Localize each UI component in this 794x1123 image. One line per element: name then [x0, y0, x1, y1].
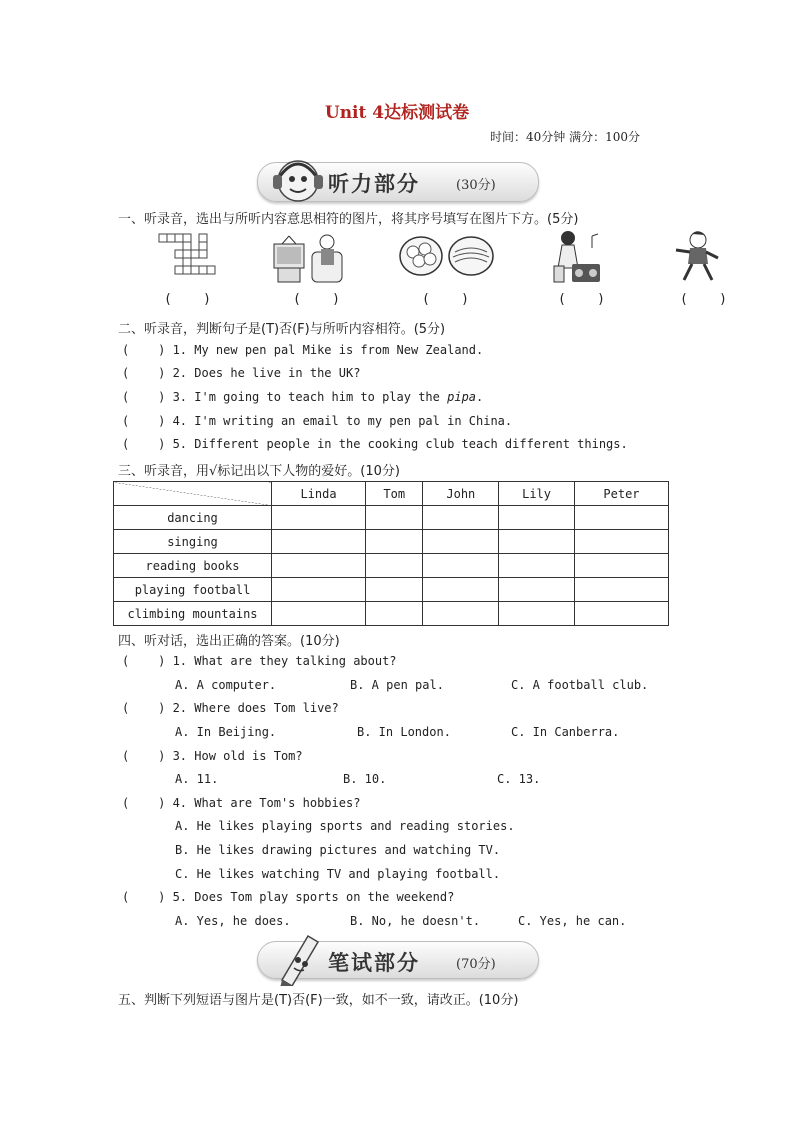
q3-option-c[interactable]: C. 13.: [497, 772, 541, 786]
writing-banner-label: 笔试部分: [328, 951, 420, 975]
table-corner-cell: [114, 482, 272, 506]
headphone-mascot-icon: [268, 153, 326, 207]
boy-kung-fu-picture: [672, 230, 722, 282]
tf-item-3[interactable]: [122, 390, 483, 404]
answer-cell[interactable]: [499, 578, 575, 602]
column-header: Lily: [499, 482, 575, 506]
tf-item-3-end: .: [476, 390, 484, 404]
q5-option-c[interactable]: C. Yes, he can.: [518, 914, 627, 928]
q3-question[interactable]: ( ) 3. How old is Tom?: [122, 749, 303, 763]
answer-cell[interactable]: [366, 602, 423, 626]
exam-meta: 时间：40分钟 满分：100分: [490, 130, 640, 144]
q3-option-b[interactable]: B. 10.: [343, 772, 387, 786]
q2-option-c[interactable]: C. In Canberra.: [511, 725, 620, 739]
q2-option-b[interactable]: B. In London.: [357, 725, 451, 739]
answer-cell[interactable]: [272, 602, 366, 626]
answer-cell[interactable]: [574, 578, 668, 602]
answer-cell[interactable]: [272, 506, 366, 530]
picture-answer-blank-3[interactable]: ( ): [422, 292, 469, 307]
answer-cell[interactable]: [574, 554, 668, 578]
tf-item-2[interactable]: ( ) 2. Does he live in the UK?: [122, 366, 361, 380]
column-header: Tom: [366, 482, 423, 506]
answer-cell[interactable]: [423, 578, 499, 602]
answer-cell[interactable]: [423, 554, 499, 578]
q2-option-a[interactable]: A. In Beijing.: [175, 725, 277, 739]
column-header: Peter: [574, 482, 668, 506]
row-header: singing: [114, 530, 272, 554]
table-row: [114, 554, 669, 578]
listening-banner-label: 听力部分: [328, 172, 420, 196]
section4-heading: 四、听对话，选出正确的答案。(10分): [118, 634, 340, 649]
table-row: [114, 506, 669, 530]
picture-answer-blank-1[interactable]: ( ): [164, 292, 211, 307]
q4-option-a[interactable]: A. He likes playing sports and reading stories.: [175, 819, 515, 833]
q4-question[interactable]: ( ) 4. What are Tom's hobbies?: [122, 796, 361, 810]
section1-heading: 一、听录音，选出与所听内容意思相符的图片，将其序号填写在图片下方。(5分): [118, 212, 579, 227]
tf-item-4[interactable]: ( ) 4. I'm writing an email to my pen pal in China.: [122, 414, 513, 428]
page-title: Unit 4达标测试卷: [324, 103, 470, 123]
answer-cell[interactable]: [499, 554, 575, 578]
tf-item-5[interactable]: ( ) 5. Different people in the cooking club teach different things.: [122, 437, 628, 451]
row-header: playing football: [114, 578, 272, 602]
hobby-table: [113, 481, 669, 626]
answer-cell[interactable]: [499, 530, 575, 554]
picture-answer-blank-5[interactable]: ( ): [680, 292, 727, 307]
picture-answer-blank-2[interactable]: ( ): [293, 292, 340, 307]
answer-cell[interactable]: [366, 506, 423, 530]
tf-item-3-text: ( ) 3. I'm going to teach him to play the: [122, 390, 440, 404]
answer-cell[interactable]: [499, 602, 575, 626]
picture-answer-blank-4[interactable]: ( ): [558, 292, 605, 307]
answer-cell[interactable]: [574, 602, 668, 626]
column-header: Linda: [272, 482, 366, 506]
table-row: [114, 530, 669, 554]
listening-banner-score: (30分): [456, 178, 496, 193]
q1-option-b[interactable]: B. A pen pal.: [350, 678, 444, 692]
answer-cell[interactable]: [423, 602, 499, 626]
listening-banner: [257, 162, 539, 202]
row-header: climbing mountains: [114, 602, 272, 626]
answer-cell[interactable]: [366, 554, 423, 578]
table-header-row: [114, 482, 669, 506]
answer-cell[interactable]: [272, 530, 366, 554]
section5-heading: 五、判断下列短语与图片是(T)否(F)一致，如不一致，请改正。(10分): [118, 993, 519, 1008]
q5-option-a[interactable]: A. Yes, he does.: [175, 914, 291, 928]
pencil-mascot-icon: [268, 932, 326, 986]
dumplings-noodles-picture: [399, 234, 495, 278]
answer-cell[interactable]: [366, 530, 423, 554]
tf-item-3-italic: pipa: [447, 390, 477, 404]
crossword-picture: [155, 230, 217, 278]
q2-question[interactable]: ( ) 2. Where does Tom live?: [122, 701, 339, 715]
girl-with-radio-picture: [552, 228, 608, 284]
answer-cell[interactable]: [574, 506, 668, 530]
tf-item-1[interactable]: ( ) 1. My new pen pal Mike is from New Zealand.: [122, 343, 484, 357]
table-row: [114, 602, 669, 626]
q3-option-a[interactable]: A. 11.: [175, 772, 219, 786]
answer-cell[interactable]: [366, 578, 423, 602]
q1-question[interactable]: ( ) 1. What are they talking about?: [122, 654, 397, 668]
section2-heading: 二、听录音，判断句子是(T)否(F)与所听内容相符。(5分): [118, 322, 446, 337]
answer-cell[interactable]: [272, 554, 366, 578]
answer-cell[interactable]: [423, 530, 499, 554]
table-row: [114, 578, 669, 602]
column-header: John: [423, 482, 499, 506]
q4-option-c[interactable]: C. He likes watching TV and playing football.: [175, 867, 501, 881]
writing-banner-score: (70分): [456, 957, 496, 972]
section3-heading: 三、听录音，用√标记出以下人物的爱好。(10分): [118, 464, 400, 479]
answer-cell[interactable]: [574, 530, 668, 554]
q1-option-c[interactable]: C. A football club.: [511, 678, 649, 692]
q5-option-b[interactable]: B. No, he doesn't.: [350, 914, 481, 928]
answer-cell[interactable]: [499, 506, 575, 530]
row-header: dancing: [114, 506, 272, 530]
row-header: reading books: [114, 554, 272, 578]
writing-banner: [257, 941, 539, 979]
answer-cell[interactable]: [423, 506, 499, 530]
q5-question[interactable]: ( ) 5. Does Tom play sports on the weekend?: [122, 890, 455, 904]
boy-watching-tv-picture: [272, 228, 344, 284]
answer-cell[interactable]: [272, 578, 366, 602]
q1-option-a[interactable]: A. A computer.: [175, 678, 277, 692]
q4-option-b[interactable]: B. He likes drawing pictures and watching TV.: [175, 843, 501, 857]
